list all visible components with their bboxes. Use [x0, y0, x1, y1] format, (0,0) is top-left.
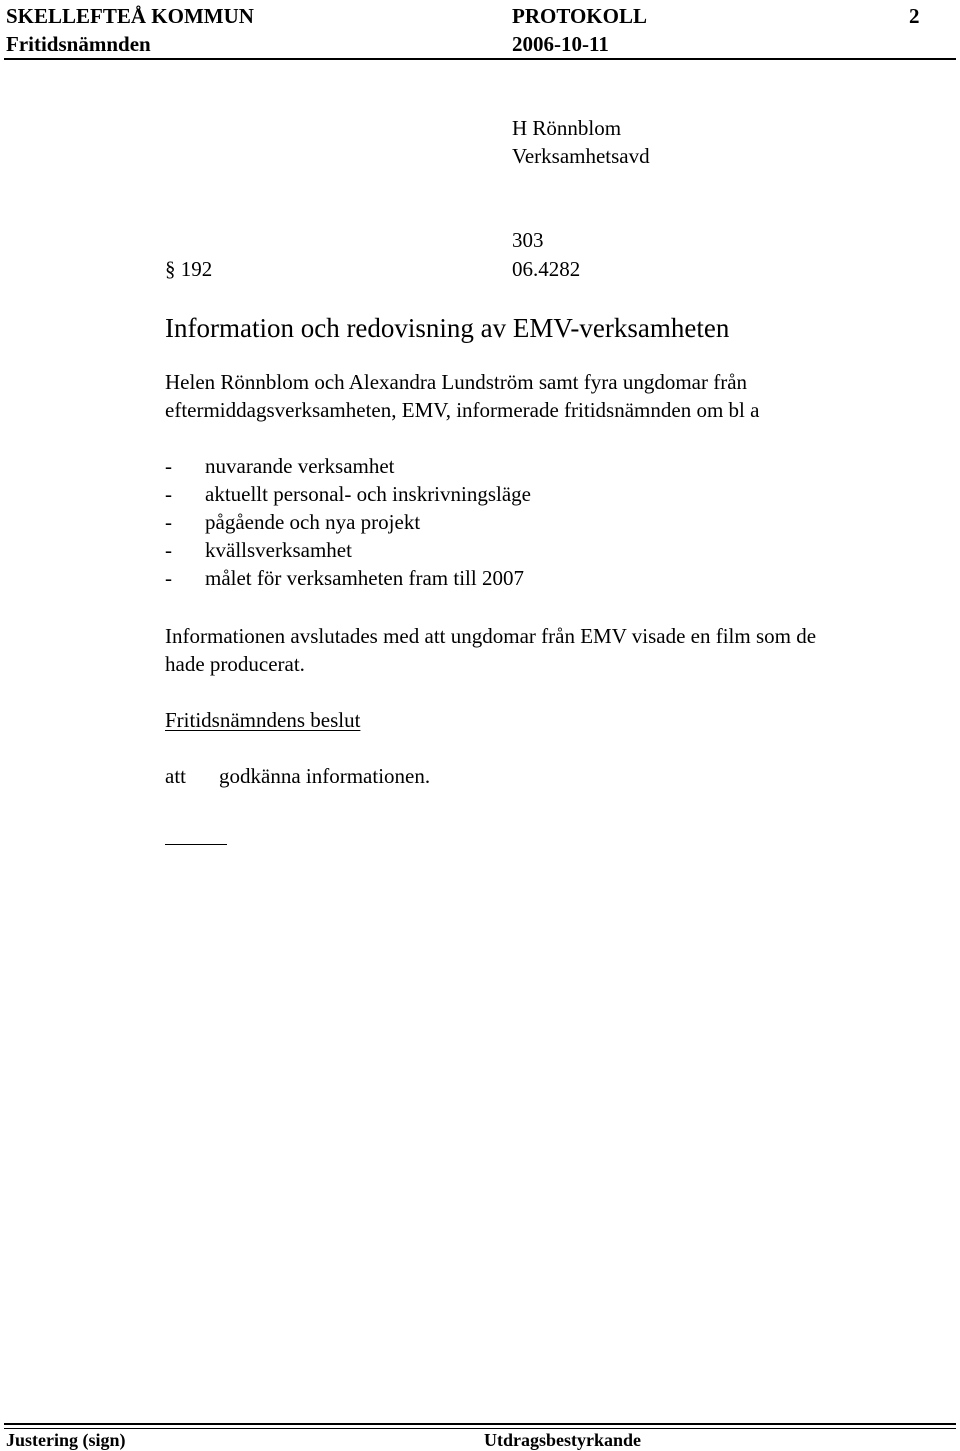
section-number: § 192	[165, 257, 213, 281]
closing-line-1: Informationen avslutades med att ungdomar från EMV visade en film som de	[165, 624, 817, 648]
item-title: Information och redovisning av EMV-verksamheten	[165, 313, 730, 343]
list-item-text: målet för verksamheten fram till 2007	[205, 566, 524, 590]
list-item	[165, 508, 531, 536]
recipient-department: Verksamhetsavd	[512, 144, 650, 168]
footer-divider-thin	[4, 1428, 956, 1429]
page-number: 2	[909, 4, 920, 28]
list-dash: -	[165, 538, 172, 562]
case-ref-top: 303	[512, 228, 544, 252]
list-item-text: pågående och nya projekt	[205, 510, 421, 534]
list-dash: -	[165, 454, 172, 478]
list-item	[165, 564, 531, 592]
justification-label: Justering (sign)	[6, 1430, 126, 1450]
header-divider	[4, 58, 956, 60]
meeting-date: 2006-10-11	[512, 32, 609, 56]
footer-divider	[4, 1423, 956, 1425]
topic-list	[165, 452, 531, 592]
list-item	[165, 452, 531, 480]
decision-lead: att	[165, 764, 186, 788]
list-dash: -	[165, 482, 172, 506]
intro-line-1: Helen Rönnblom och Alexandra Lundström samt fyra ungdomar från	[165, 370, 748, 394]
list-item-text: kvällsverksamhet	[205, 538, 352, 562]
organization-name: SKELLEFTEÅ KOMMUN	[6, 4, 254, 28]
case-ref-bottom: 06.4282	[512, 257, 581, 281]
list-item	[165, 480, 531, 508]
decision-text: godkänna informationen.	[219, 764, 431, 788]
list-item	[165, 536, 531, 564]
document-type: PROTOKOLL	[512, 4, 647, 28]
end-marker-line	[165, 844, 227, 845]
list-item-text: aktuellt personal- och inskrivningsläge	[205, 482, 532, 506]
committee-name: Fritidsnämnden	[6, 32, 151, 56]
decision-heading: Fritidsnämndens beslut	[165, 708, 361, 732]
intro-line-2: eftermiddagsverksamheten, EMV, informerade fritidsnämnden om bl a	[165, 398, 760, 422]
closing-line-2: hade producerat.	[165, 652, 305, 676]
recipient-name: H Rönnblom	[512, 116, 622, 140]
list-dash: -	[165, 566, 172, 590]
list-item-text: nuvarande verksamhet	[205, 454, 395, 478]
list-dash: -	[165, 510, 172, 534]
certification-label: Utdragsbestyrkande	[484, 1430, 642, 1450]
